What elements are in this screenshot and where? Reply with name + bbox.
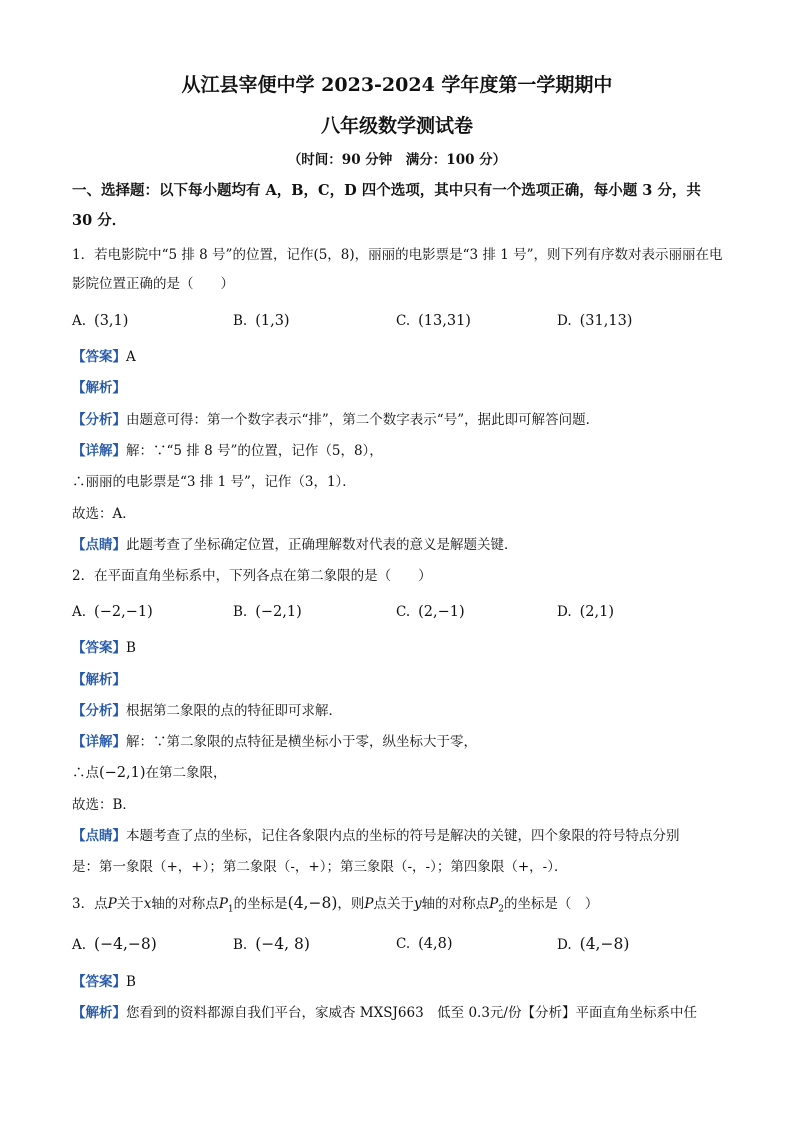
var-y: y	[413, 896, 422, 912]
var-p1: P	[218, 896, 228, 912]
option-label: A.	[72, 937, 87, 953]
q2-answer	[72, 638, 136, 658]
q1-xiangjie-line2: ∴丽丽的电影票是“3 排 1 号”，记作（3，1）．	[72, 474, 356, 490]
q3-stem-e: 点关于	[373, 896, 414, 912]
option-label: B.	[233, 313, 248, 329]
q1-option-c	[396, 311, 471, 331]
var-x: x	[143, 896, 152, 912]
xiangjie-pre: ∴点	[72, 765, 99, 781]
q3-stem-a: 关于	[116, 896, 144, 912]
option-label: C.	[396, 604, 411, 620]
fenxi-text: 由题意可得：第一个数字表示“排”，第二个数字表示“号”，据此即可解答问题．	[126, 412, 600, 428]
xiangjie-tag: 【详解】	[72, 734, 126, 750]
q2-xiangjie-line1	[72, 732, 477, 752]
option-value: (−4, 8)	[255, 935, 310, 953]
q3-coord: (4,−8)	[287, 894, 338, 912]
q1-option-b	[233, 311, 290, 331]
q2-option-a	[72, 602, 153, 622]
fenxi-text: 根据第二象限的点的特征即可求解．	[126, 703, 342, 719]
option-value: (31,13)	[579, 313, 633, 329]
q1-option-d	[557, 311, 632, 331]
analysis-tag: 【解析】	[72, 1005, 126, 1021]
option-value: (−2,1)	[255, 604, 302, 620]
dianjing-tag: 【点睛】	[72, 828, 126, 844]
q1-xiangjie-line1	[72, 441, 383, 461]
q3-option-d	[557, 934, 629, 955]
q3-option-a	[72, 934, 157, 955]
dianjing-text: 此题考查了坐标确定位置，正确理解数对代表的意义是解题关键．	[126, 537, 518, 553]
q1-answer	[72, 347, 136, 367]
exam-title-line1: 从江县宰便中学 2023-2024 学年度第一学期期中	[181, 74, 613, 96]
option-value: (2,1)	[579, 604, 615, 620]
q1-choose: 故选：A．	[72, 506, 136, 522]
option-value: (4,−8)	[579, 935, 630, 953]
option-label: D.	[557, 313, 572, 329]
q2-option-c	[396, 602, 465, 622]
sub-2: 2	[498, 904, 504, 915]
fenxi-tag: 【分析】	[72, 412, 126, 428]
option-label: D.	[557, 937, 572, 953]
q2-dianjing-line1	[72, 826, 680, 846]
option-value: (4,8)	[418, 936, 453, 952]
var-p: P	[107, 896, 117, 912]
option-value: (−2,−1)	[94, 604, 153, 620]
option-label: D.	[557, 604, 572, 620]
option-value: (13,31)	[418, 313, 471, 329]
answer-value: B	[126, 640, 136, 656]
option-label: B.	[233, 937, 248, 953]
q3-stem-c: 的坐标是	[233, 896, 288, 912]
q3-stem-f: 轴的对称点	[421, 896, 490, 912]
option-value: (2,−1)	[418, 604, 465, 620]
option-label: C.	[396, 936, 411, 952]
q1-analysis-tag	[72, 378, 126, 398]
answer-tag: 【答案】	[72, 640, 126, 656]
q2-dianjing-line2: 是：第一象限（+，+）；第二象限（-，+）；第三象限（-，-）；第四象限（+，-）．	[72, 859, 568, 875]
q3-analysis	[72, 1003, 697, 1023]
answer-tag: 【答案】	[72, 349, 126, 365]
q2-fenxi	[72, 701, 342, 721]
analysis-text: 您看到的资料都源自我们平台，家威杏 MXSJ663 低至 0.3元/份【分析】平面直角坐标系中任	[126, 1005, 697, 1021]
q1-dianjing	[72, 535, 518, 555]
exam-title-line2: 八年级数学测试卷	[320, 115, 473, 137]
option-label: A.	[72, 604, 87, 620]
q3-stem-pre: 3．点	[72, 896, 108, 912]
fenxi-tag: 【分析】	[72, 703, 126, 719]
sub-1: 1	[227, 904, 234, 915]
analysis-tag: 【解析】	[72, 672, 126, 688]
q3-stem-g: 的坐标是（ ）	[503, 896, 599, 912]
answer-value: B	[126, 974, 136, 990]
var-p: P	[364, 896, 374, 912]
q2-xiangjie-line2	[72, 763, 227, 783]
q1-stem-line1: 1．若电影院中“5 排 8 号”的位置，记作(5，8)，丽丽的电影票是“3 排 1 号”，则下列有序数对表示丽丽在电	[72, 247, 723, 263]
q2-option-b	[233, 602, 302, 622]
xiangjie-post: 在第二象限，	[145, 765, 227, 781]
q3-stem	[72, 893, 598, 920]
q3-stem-d: ，则	[337, 896, 365, 912]
q2-choose: 故选：B．	[72, 797, 136, 813]
option-value: (1,3)	[255, 313, 290, 329]
q2-option-d	[557, 602, 614, 622]
section1-heading: 一、选择题：以下每小题均有 A，B，C，D 四个选项，其中只有一个选项正确，每小题 3 分，共 30 分．	[72, 182, 701, 229]
answer-value: A	[126, 349, 136, 365]
q3-option-b	[233, 934, 310, 955]
answer-tag: 【答案】	[72, 974, 126, 990]
option-label: C.	[396, 313, 411, 329]
xiangjie-text: 解：∵第二象限的点特征是横坐标小于零，纵坐标大于零，	[126, 734, 477, 750]
q2-stem: 2．在平面直角坐标系中，下列各点在第二象限的是（ ）	[72, 568, 432, 584]
option-label: A.	[72, 313, 87, 329]
q1-stem-line2: 影院位置正确的是（ ）	[72, 276, 234, 292]
q3-answer	[72, 972, 136, 992]
q1-fenxi	[72, 410, 599, 430]
q2-analysis-tag	[72, 670, 126, 690]
xiangjie-point: (−2,1)	[99, 765, 146, 781]
xiangjie-text: 解：∵“5 排 8 号”的位置，记作（5，8），	[126, 443, 383, 459]
q3-stem-b: 轴的对称点	[151, 896, 219, 912]
var-p2: P	[489, 896, 499, 912]
option-value: (−4,−8)	[94, 935, 157, 953]
q3-option-c	[396, 934, 453, 954]
xiangjie-tag: 【详解】	[72, 443, 126, 459]
dianjing-tag: 【点睛】	[72, 537, 126, 553]
analysis-tag: 【解析】	[72, 380, 126, 396]
q1-option-a	[72, 311, 128, 331]
option-value: (3,1)	[94, 313, 129, 329]
option-label: B.	[233, 604, 248, 620]
dianjing-text: 本题考查了点的坐标，记住各象限内点的坐标的符号是解决的关键，四个象限的符号特点分别	[126, 828, 680, 844]
exam-info: （时间：90 分钟 满分：100 分）	[287, 152, 507, 168]
